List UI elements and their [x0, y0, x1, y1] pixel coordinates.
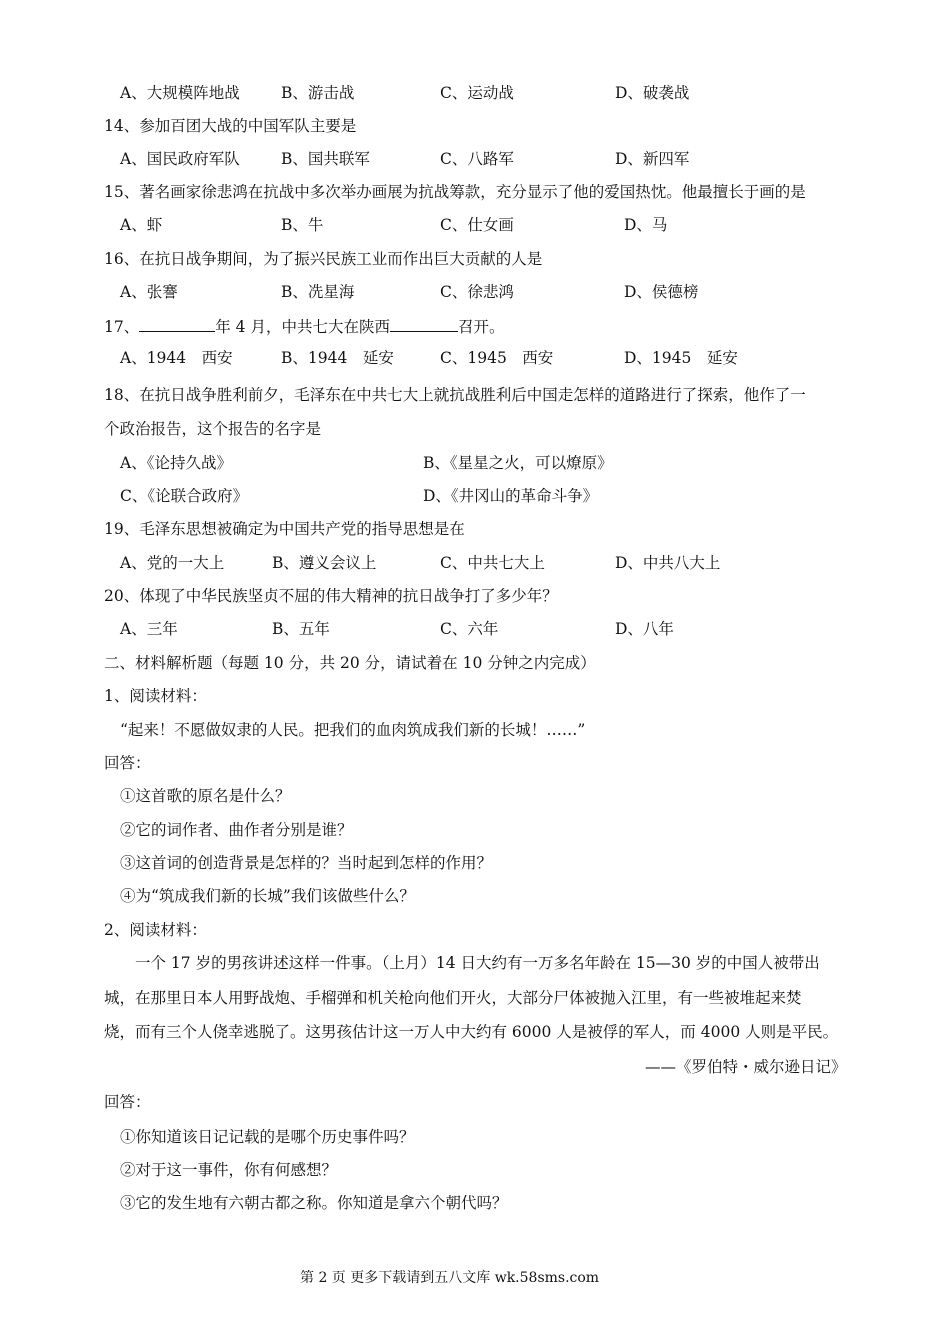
q19-stem: 19、毛泽东思想被确定为中国共产党的指导思想是在: [104, 520, 465, 538]
q18-option-a: A、《论持久战》: [120, 454, 232, 472]
q14-option-d: D、新四军: [615, 150, 690, 168]
material1-quote: “起来！不愿做奴隶的人民。把我们的血肉筑成我们新的长城！……”: [120, 721, 586, 739]
q17-option-c: C、1945 西安: [440, 349, 554, 367]
material1-title: 1、阅读材料：: [104, 687, 207, 705]
q15-option-b: B、牛: [281, 216, 324, 234]
q17-mid: 年 4 月，中共七大在陕西: [215, 318, 390, 336]
material2-source: ——《罗伯特・威尔逊日记》: [645, 1058, 847, 1076]
q17-option-a: A、1944 西安: [120, 349, 233, 367]
q14-option-c: C、八路军: [440, 150, 514, 168]
q13-option-c: C、运动战: [440, 84, 514, 102]
q19-option-d: D、中共八大上: [615, 554, 721, 572]
q20-option-d: D、八年: [615, 620, 674, 638]
material2-question-1: ①你知道该日记记载的是哪个历史事件吗？: [120, 1128, 415, 1146]
material2-para-line1: 一个 17 岁的男孩讲述这样一件事。（上月）14 日大约有一万多名年龄在 15—30 岁的中国人被带出: [135, 954, 820, 972]
q16-option-b: B、冼星海: [281, 283, 355, 301]
q20-option-a: A、三年: [120, 620, 178, 638]
material2-question-3: ③它的发生地有六朝古都之称。你知道是拿六个朝代吗？: [120, 1194, 508, 1212]
q17-blank-place: [390, 315, 458, 332]
q15-option-d: D、马: [624, 216, 668, 234]
material2-answer-label: 回答：: [104, 1093, 151, 1111]
q18-stem-line1: 18、在抗日战争胜利前夕，毛泽东在中共七大上就抗战胜利后中国走怎样的道路进行了探索，他作了一: [104, 386, 806, 404]
q18-option-b: B、《星星之火，可以燎原》: [423, 454, 613, 472]
q18-stem-line2: 个政治报告，这个报告的名字是: [104, 420, 322, 438]
q17-prefix: 17、: [104, 318, 140, 336]
q13-option-b: B、游击战: [281, 84, 355, 102]
q18-option-d: D、《井冈山的革命斗争》: [423, 487, 599, 505]
q14-option-a: A、国民政府军队: [120, 150, 240, 168]
q15-stem: 15、著名画家徐悲鸿在抗战中多次举办画展为抗战筹款，充分显示了他的爱国热忱。他最擅长于画的是: [104, 183, 806, 201]
material1-question-3: ③这首词的创造背景是怎样的？当时起到怎样的作用？: [120, 854, 493, 872]
q20-option-b: B、五年: [272, 620, 330, 638]
material2-para-line3: 烧，而有三个人侥幸逃脱了。这男孩估计这一万人中大约有 6000 人是被俘的军人，而 4000 人则是平民。: [104, 1023, 839, 1041]
q13-option-d: D、破袭战: [615, 84, 690, 102]
material1-question-2: ②它的词作者、曲作者分别是谁？: [120, 821, 353, 839]
page-footer: 第 2 页 更多下载请到五八文库 wk.58sms.com: [300, 1270, 600, 1286]
q19-option-a: A、党的一大上: [120, 554, 225, 572]
q17-option-b: B、1944 延安: [281, 349, 394, 367]
section2-heading: 二、材料解析题（每题 10 分，共 20 分，请试着在 10 分钟之内完成）: [104, 654, 596, 672]
q16-option-c: C、徐悲鸿: [440, 283, 514, 301]
q17-suffix: 召开。: [457, 318, 505, 336]
q17-stem: [104, 315, 504, 337]
material1-question-1: ①这首歌的原名是什么？: [120, 787, 291, 805]
q16-option-d: D、侯德榜: [624, 283, 699, 301]
q15-option-a: A、虾: [120, 216, 163, 234]
q14-stem: 14、参加百团大战的中国军队主要是: [104, 117, 357, 135]
q17-option-d: D、1945 延安: [624, 349, 738, 367]
q15-option-c: C、仕女画: [440, 216, 514, 234]
material2-title: 2、阅读材料：: [104, 921, 207, 939]
q14-option-b: B、国共联军: [281, 150, 370, 168]
material1-answer-label: 回答：: [104, 754, 151, 772]
q16-stem: 16、在抗日战争期间，为了振兴民族工业而作出巨大贡献的人是: [104, 250, 543, 268]
q16-option-a: A、张謇: [120, 283, 178, 301]
material2-question-2: ②对于这一事件，你有何感想？: [120, 1161, 338, 1179]
q20-stem: 20、体现了中华民族坚贞不屈的伟大精神的抗日战争打了多少年？: [104, 587, 558, 605]
q18-option-c: C、《论联合政府》: [120, 487, 249, 505]
q19-option-c: C、中共七大上: [440, 554, 545, 572]
q17-blank-year: [139, 315, 215, 332]
q19-option-b: B、遵义会议上: [272, 554, 377, 572]
material2-para-line2: 城，在那里日本人用野战炮、手榴弹和机关枪向他们开火，大部分尸体被抛入江里，有一些被堆起来焚: [104, 989, 802, 1007]
material1-question-4: ④为“筑成我们新的长城”我们该做些什么？: [120, 887, 415, 905]
q20-option-c: C、六年: [440, 620, 499, 638]
q13-option-a: A、大规模阵地战: [120, 84, 240, 102]
